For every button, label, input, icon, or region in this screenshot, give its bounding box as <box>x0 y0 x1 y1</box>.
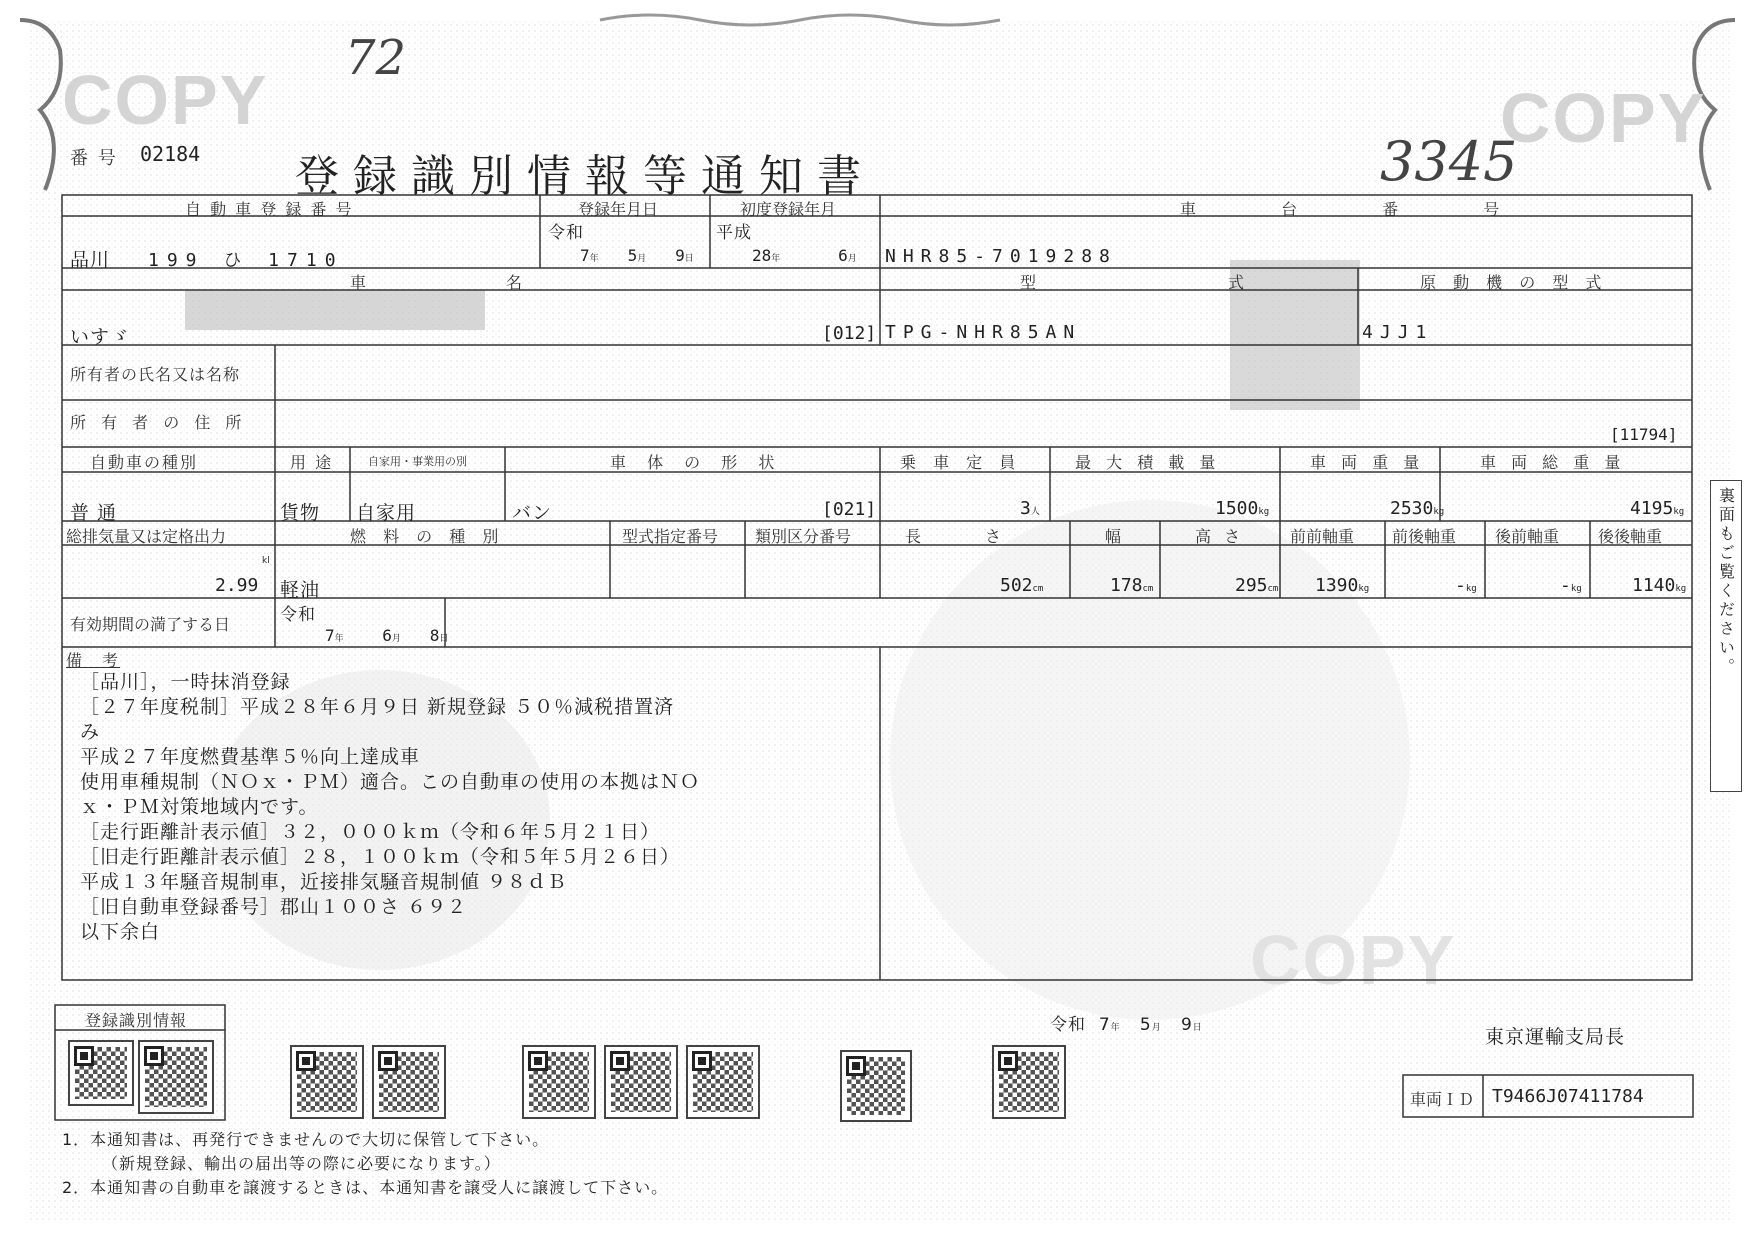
header-vehicle-kind: 自動車の種別 <box>90 453 199 472</box>
vehicle-weight-value: 2530 <box>1390 498 1434 519</box>
unit-kg-6: kg <box>1570 584 1582 594</box>
unit-kg-4: kg <box>1358 584 1370 594</box>
first-registration-month: 6 <box>838 246 848 265</box>
side-note-box <box>1710 480 1742 792</box>
capacity <box>1020 498 1040 519</box>
header-registration-date: 登録年月日 <box>578 200 659 219</box>
registration-month: 5 <box>627 246 638 265</box>
header-front-rear-axle: 前後軸重 <box>1392 527 1457 546</box>
qr-code <box>138 1040 214 1114</box>
body-shape: バン <box>512 502 553 524</box>
private-business: 自家用 <box>356 502 417 524</box>
issue-date <box>1050 1010 1203 1035</box>
registration-day: 9 <box>675 246 685 265</box>
qr-code <box>686 1045 760 1119</box>
remark-line: ［旧走行距離計表示値］２８，１００ｋｍ（令和５年５月２６日） <box>80 846 681 868</box>
footer-note: 2．本通知書の自動車を譲渡するときは、本通知書を譲受人に譲渡して下さい。 <box>62 1178 669 1197</box>
header-rear-rear-axle: 後後軸重 <box>1598 527 1663 546</box>
height <box>1235 575 1278 596</box>
unit-cm-1: cm <box>1032 584 1044 594</box>
owner-code: [11794] <box>1610 425 1678 444</box>
unit-kg-1: kg <box>1258 507 1270 517</box>
vehicle-id: T9466J07411784 <box>1492 1086 1644 1107</box>
issue-era: 令和 <box>1050 1015 1086 1035</box>
expiry-date <box>325 626 448 645</box>
registration-year: 7 <box>580 246 590 265</box>
length <box>1000 575 1043 596</box>
header-remarks: 備 考 <box>66 651 121 670</box>
remark-line: ｘ・ＰＭ対策地域内です。 <box>80 796 319 818</box>
header-expiry: 有効期間の満了する日 <box>70 615 231 634</box>
qr-code <box>290 1045 364 1119</box>
remark-line: ［走行距離計表示値］３２，０００ｋｍ（令和６年５月２１日） <box>80 821 661 843</box>
qr-code <box>840 1050 912 1122</box>
unit-kg-5: kg <box>1465 584 1477 594</box>
header-type-designation: 型式指定番号 <box>622 527 719 546</box>
rear-rear-axle-value: 1140 <box>1632 575 1676 596</box>
header-displacement: 総排気量又は定格出力 <box>66 527 227 546</box>
unit-year-2: 年 <box>771 254 781 264</box>
header-first-registration: 初度登録年月 <box>740 200 837 219</box>
watermark-copy-right: COPY <box>1500 79 1707 157</box>
header-front-front-axle: 前前軸重 <box>1290 527 1355 546</box>
unit-year-4: 年 <box>1110 1023 1121 1033</box>
remark-line: ［品川］，一時抹消登録 <box>80 671 291 693</box>
remark-line: 平成２７年度燃費基準５％向上達成車 <box>80 746 421 768</box>
first-registration-year: 28 <box>752 246 772 265</box>
header-owner-address: 所 有 者 の 住 所 <box>70 413 247 432</box>
unit-person: 人 <box>1030 507 1040 517</box>
rear-front-axle <box>1560 575 1582 596</box>
footer-note: （新規登録、輸出の届出等の際に必要になります。） <box>102 1154 501 1173</box>
first-registration-value <box>752 246 857 265</box>
unit-month: 月 <box>637 254 647 264</box>
header-registration-number: 自 動 車 登 録 番 号 <box>185 200 354 219</box>
unit-cm-3: cm <box>1267 584 1279 594</box>
qr-code <box>992 1045 1066 1119</box>
displacement: 2.99 <box>215 575 259 596</box>
header-chassis-number: 車 台 番 号 <box>1180 200 1540 219</box>
document-title: 登録識別情報等通知書 <box>295 151 875 202</box>
plate-region: 品川 <box>70 249 111 271</box>
registration-date-value <box>580 246 694 265</box>
issue-day: 9 <box>1180 1015 1193 1035</box>
watermark-copy-bottom: COPY <box>1250 921 1457 999</box>
unit-kg-2: kg <box>1433 507 1445 517</box>
header-engine-model: 原 動 機 の 型 式 <box>1420 273 1608 292</box>
capacity-value: 3 <box>1020 498 1031 519</box>
model-code: [012] <box>822 323 877 344</box>
handwritten-note-top: 72 <box>345 30 407 86</box>
header-vehicle-weight: 車 両 重 量 <box>1310 453 1425 472</box>
usage: 貨物 <box>280 502 321 524</box>
max-load-value: 1500 <box>1215 498 1259 519</box>
remark-line: ［２７年度税制］平成２８年６月９日 新規登録 ５０％減税措置済 <box>80 696 675 718</box>
front-front-axle <box>1315 575 1369 596</box>
car-name: いすゞ <box>70 326 131 348</box>
header-usage: 用 途 <box>290 453 334 472</box>
unit-month-2: 月 <box>847 254 857 264</box>
header-owner-name: 所有者の氏名又は名称 <box>70 365 241 384</box>
body-code: [021] <box>822 499 877 520</box>
front-rear-axle <box>1455 575 1477 596</box>
registration-era: 令和 <box>548 223 584 243</box>
header-capacity: 乗 車 定 員 <box>900 453 1022 472</box>
header-model: 型 式 <box>1020 273 1255 292</box>
unit-day-4: 日 <box>1192 1023 1203 1033</box>
header-height: 高 さ <box>1195 527 1245 546</box>
model-value: TPG-NHR85AN <box>885 322 1082 343</box>
header-width: 幅 <box>1105 527 1124 546</box>
plate-number: 199 ひ 1710 <box>148 250 344 271</box>
qr-code <box>604 1045 678 1119</box>
displacement-unit: kl <box>262 556 270 566</box>
serial-label: 番 号 <box>70 148 118 169</box>
unit-year: 年 <box>589 254 599 264</box>
remark-line: ［旧自動車登録番号］郡山１００さ ６９２ <box>80 896 468 918</box>
header-body-shape: 車 体 の 形 状 <box>610 453 783 472</box>
issue-year: 7 <box>1098 1015 1111 1035</box>
expiry-year: 7 <box>325 626 335 645</box>
height-value: 295 <box>1235 575 1268 596</box>
side-note: 裏面もご覧ください。 <box>1716 487 1736 677</box>
header-private-business: 自家用・事業用の別 <box>368 455 467 468</box>
header-car-name: 車 名 <box>350 273 533 292</box>
unit-cm-2: cm <box>1142 584 1154 594</box>
expiry-day: 8 <box>429 626 440 645</box>
expiry-era: 令和 <box>280 605 316 625</box>
unit-kg-3: kg <box>1673 507 1685 517</box>
unit-month-3: 月 <box>391 634 401 644</box>
remark-line: 使用車種規制（ＮＯｘ・ＰＭ）適合。この自動車の使用の本拠はＮＯ <box>80 771 701 793</box>
rear-rear-axle <box>1632 575 1686 596</box>
remark-line: み <box>80 721 101 743</box>
header-fuel-type: 燃 料 の 種 別 <box>350 527 505 546</box>
watermark-copy-left: COPY <box>62 61 269 139</box>
serial-number: 02184 <box>140 142 201 166</box>
remark-line: 以下余白 <box>80 921 161 943</box>
handwritten-note-right: 3345 <box>1380 130 1518 193</box>
footer-note: 1．本通知書は、再発行できませんので大切に保管して下さい。 <box>62 1130 550 1149</box>
vehicle-weight <box>1390 498 1444 519</box>
unit-day-3: 日 <box>439 634 449 644</box>
chassis-number: NHR85-7019288 <box>885 246 1117 267</box>
vehicle-id-label: 車両ＩＤ <box>1410 1090 1475 1109</box>
remark-line: 平成１３年騒音規制車，近接排気騒音規制値 ９８ｄＢ <box>80 871 568 893</box>
front-rear-axle-value: - <box>1455 575 1466 596</box>
expiry-month: 6 <box>382 626 392 645</box>
remarks-list <box>80 670 700 945</box>
qr-label: 登録識別情報 <box>85 1011 188 1030</box>
qr-code <box>372 1045 446 1119</box>
first-registration-era: 平成 <box>716 223 752 243</box>
issue-month: 5 <box>1139 1015 1152 1035</box>
qr-code <box>522 1045 596 1119</box>
header-max-load: 最 大 積 載 量 <box>1075 453 1221 472</box>
qr-code <box>68 1040 134 1106</box>
unit-month-4: 月 <box>1151 1023 1162 1033</box>
unit-day: 日 <box>684 254 694 264</box>
fuel-type: 軽油 <box>280 579 321 601</box>
footer-notes <box>62 1128 668 1200</box>
header-rear-front-axle: 後前軸重 <box>1495 527 1560 546</box>
engine-model: 4JJ1 <box>1362 322 1434 343</box>
gross-weight <box>1630 498 1684 519</box>
gross-weight-value: 4195 <box>1630 498 1674 519</box>
unit-year-3: 年 <box>334 634 344 644</box>
rear-front-axle-value: - <box>1560 575 1571 596</box>
header-category-number: 類別区分番号 <box>755 527 852 546</box>
unit-kg-7: kg <box>1675 584 1687 594</box>
issuer: 東京運輸支局長 <box>1485 1026 1626 1048</box>
length-value: 502 <box>1000 575 1033 596</box>
vehicle-kind: 普 通 <box>70 502 118 524</box>
header-gross-weight: 車 両 総 重 量 <box>1480 453 1626 472</box>
width <box>1110 575 1153 596</box>
max-load <box>1215 498 1269 519</box>
header-length: 長 さ <box>905 527 1006 546</box>
width-value: 178 <box>1110 575 1143 596</box>
front-front-axle-value: 1390 <box>1315 575 1359 596</box>
